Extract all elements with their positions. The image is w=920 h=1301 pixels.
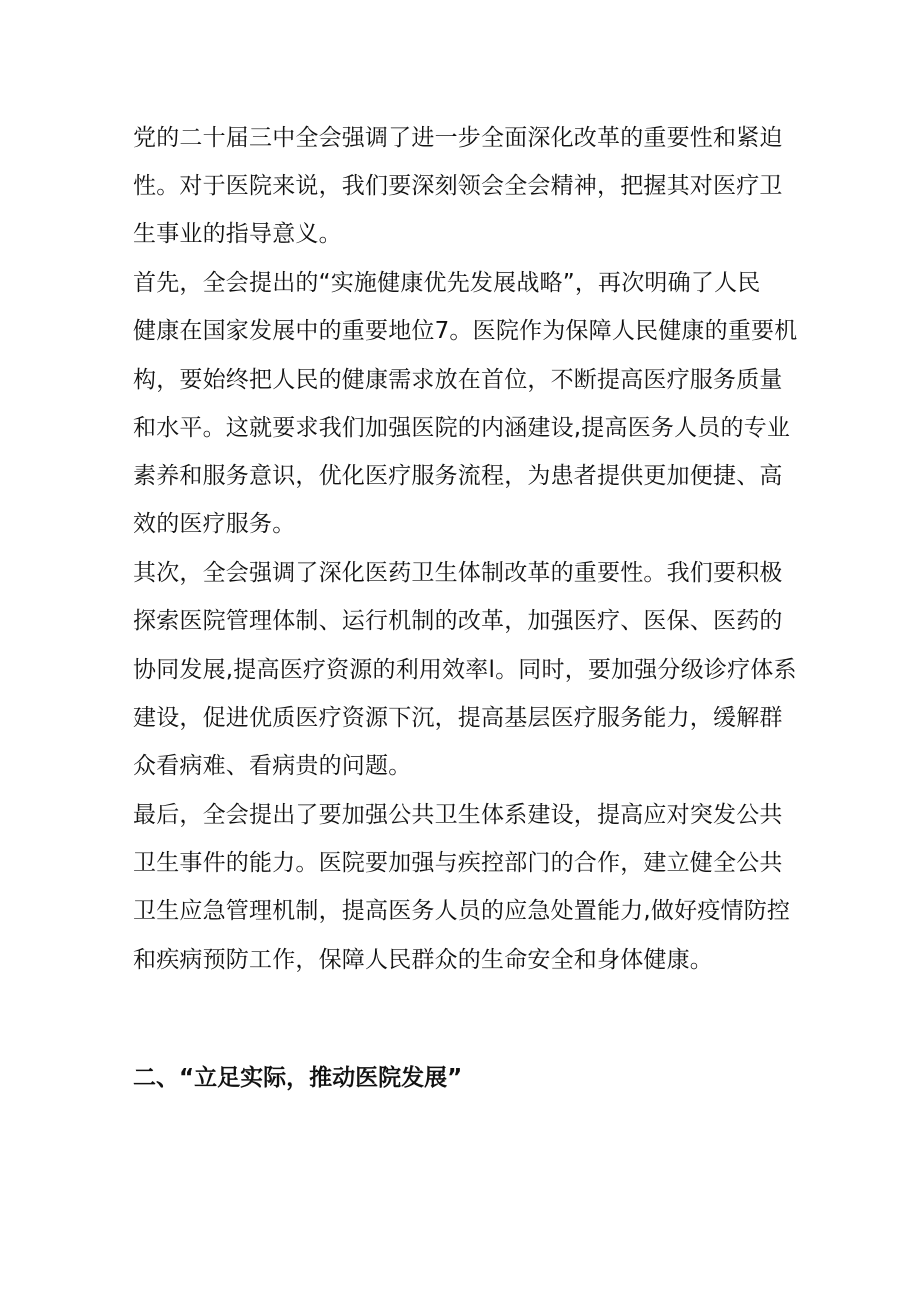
paragraph-2-line-1: 首先，全会提出的“实施健康优先发展战略”，再次明确了人民 [133,270,761,296]
paragraph-3-line-3: 协同发展,提高医疗资源的利用效率l。同时，要加强分级诊疗体系 [133,657,797,683]
paragraph-4-line-4: 和疾病预防工作，保障人民群众的生命安全和身体健康。 [133,947,713,973]
paragraph-2-line-6: 效的医疗服务。 [133,511,296,537]
paragraph-4-line-1: 最后，全会提出了要加强公共卫生体系建设，提高应对突发公共 [133,802,783,828]
paragraph-3-line-2: 探索医院管理体制、运行机制的改革，加强医疗、医保、医药的 [133,608,783,634]
paragraph-1-line-2: 性。对于医院来说，我们要深刻领会全会精神，把握其对医疗卫 [133,173,783,199]
paragraph-2-line-5: 素养和服务意识，优化医疗服务流程，为患者提供更加便捷、高 [133,463,783,489]
paragraph-2-line-2: 健康在国家发展中的重要地位7。医院作为保障人民健康的重要机 [133,318,798,344]
paragraph-2-line-3: 构，要始终把人民的健康需求放在首位，不断提高医疗服务质量 [133,367,783,393]
section-heading: 二、“立足实际，推动医院发展” [133,1065,463,1091]
paragraph-4-line-3: 卫生应急管理机制，提高医务人员的应急处置能力,做好疫情防控 [133,898,791,924]
paragraph-2-line-4: 和水平。这就要求我们加强医院的内涵建设,提高医务人员的专业 [133,415,791,441]
paragraph-3-line-4: 建设，促进优质医疗资源下沉，提高基层医疗服务能力，缓解群 [133,705,783,731]
paragraph-4-line-2: 卫生事件的能力。医院要加强与疾控部门的合作，建立健全公共 [133,850,783,876]
paragraph-1-line-1: 党的二十届三中全会强调了进一步全面深化改革的重要性和紧迫 [133,125,783,151]
paragraph-3-line-1: 其次，全会强调了深化医药卫生体制改革的重要性。我们要积极 [133,560,783,586]
paragraph-3-line-5: 众看病难、看病贵的问题。 [133,753,412,779]
paragraph-1-line-3: 生事业的指导意义。 [133,221,342,247]
